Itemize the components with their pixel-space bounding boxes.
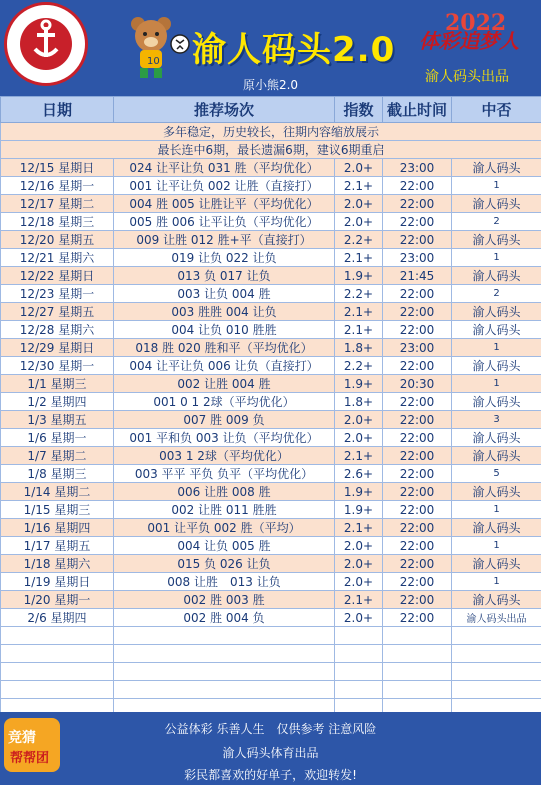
table-note: 多年稳定，历史较长，往期内容缩放展示 (1, 123, 541, 141)
cell-odds: 2.2+ (335, 357, 383, 375)
cell-result: 渝人码头 (452, 393, 541, 411)
brand-art-icon (415, 6, 537, 52)
empty-cell (452, 645, 541, 663)
cell-odds: 1.9+ (335, 501, 383, 519)
cell-date: 12/15 星期日 (1, 159, 114, 177)
cell-pick: 007 胜 009 负 (114, 411, 335, 429)
column-header-odds: 指数 (335, 97, 383, 123)
cell-deadline: 23:00 (383, 159, 452, 177)
cell-pick: 004 胜 005 让胜让平（平均优化） (114, 195, 335, 213)
cell-odds: 2.1+ (335, 447, 383, 465)
cell-odds: 2.2+ (335, 285, 383, 303)
empty-cell (335, 681, 383, 699)
table-row (1, 591, 541, 609)
cell-result: 渝人码头 (452, 483, 541, 501)
table-row (1, 231, 541, 249)
cell-deadline: 23:00 (383, 339, 452, 357)
svg-text:竞猜: 竞猜 (8, 730, 36, 746)
cell-date: 1/1 星期三 (1, 375, 114, 393)
page-footer (0, 712, 541, 785)
cell-pick: 005 胜 006 让平让负（平均优化） (114, 213, 335, 231)
svg-text:2022: 2022 (445, 10, 507, 36)
author-name: 原小熊2.0 (242, 78, 299, 92)
table-row (1, 249, 541, 267)
cell-deadline: 20:30 (383, 375, 452, 393)
cell-date: 1/18 星期六 (1, 555, 114, 573)
empty-cell (335, 645, 383, 663)
table-note-row (1, 141, 541, 159)
cell-deadline: 22:00 (383, 357, 452, 375)
empty-cell (452, 681, 541, 699)
cell-pick: 002 胜 004 负 (114, 609, 335, 627)
column-header-deadline: 截止时间 (383, 97, 452, 123)
table-row (1, 555, 541, 573)
cell-deadline: 22:00 (383, 411, 452, 429)
cell-result: 渝人码头 (452, 303, 541, 321)
cell-date: 1/3 星期五 (1, 411, 114, 429)
cell-pick: 002 让胜 004 胜 (114, 375, 335, 393)
cell-odds: 2.0+ (335, 213, 383, 231)
cell-date: 1/17 星期五 (1, 537, 114, 555)
cell-deadline: 22:00 (383, 447, 452, 465)
cell-date: 12/29 星期日 (1, 339, 114, 357)
cell-deadline: 22:00 (383, 303, 452, 321)
table-row (1, 357, 541, 375)
cell-result: 5 (452, 465, 541, 483)
cell-deadline: 23:00 (383, 249, 452, 267)
cell-pick: 003 让负 004 胜 (114, 285, 335, 303)
cell-deadline: 22:00 (383, 519, 452, 537)
table-row (1, 303, 541, 321)
cell-deadline: 22:00 (383, 573, 452, 591)
cell-result: 1 (452, 249, 541, 267)
table-row (1, 447, 541, 465)
cell-result: 1 (452, 339, 541, 357)
cell-deadline: 22:00 (383, 177, 452, 195)
table-row (1, 375, 541, 393)
cell-deadline: 22:00 (383, 231, 452, 249)
footer-share-line: 彩民都喜欢的好单子，欢迎转发! (184, 768, 357, 782)
cell-deadline: 22:00 (383, 483, 452, 501)
cell-pick: 003 胜胜 004 让负 (114, 303, 335, 321)
cell-pick: 009 让胜 012 胜+平（直接打） (114, 231, 335, 249)
cell-date: 12/22 星期日 (1, 267, 114, 285)
table-row (1, 609, 541, 627)
table-row (1, 159, 541, 177)
cell-date: 12/30 星期一 (1, 357, 114, 375)
page-header (0, 0, 541, 96)
cell-pick: 001 让平负 002 胜（平均） (114, 519, 335, 537)
table-row-empty (1, 663, 541, 681)
cell-date: 12/21 星期六 (1, 249, 114, 267)
table-note-row (1, 123, 541, 141)
cell-pick: 003 平平 平负 负平（平均优化） (114, 465, 335, 483)
cell-odds: 2.1+ (335, 249, 383, 267)
cell-result: 渝人码头 (452, 519, 541, 537)
cell-result: 1 (452, 537, 541, 555)
cell-date: 1/20 星期一 (1, 591, 114, 609)
cell-odds: 1.8+ (335, 339, 383, 357)
cell-odds: 2.0+ (335, 195, 383, 213)
cell-odds: 1.9+ (335, 267, 383, 285)
cell-result: 2 (452, 213, 541, 231)
column-header-date: 日期 (1, 97, 114, 123)
cell-pick: 013 负 017 让负 (114, 267, 335, 285)
cell-deadline: 22:00 (383, 285, 452, 303)
cell-date: 1/8 星期三 (1, 465, 114, 483)
empty-cell (335, 663, 383, 681)
empty-cell (383, 663, 452, 681)
cell-odds: 2.1+ (335, 303, 383, 321)
cell-deadline: 22:00 (383, 429, 452, 447)
svg-text:10: 10 (147, 56, 160, 67)
table-row (1, 411, 541, 429)
cell-pick: 006 让胜 008 胜 (114, 483, 335, 501)
cell-pick: 004 让负 005 胜 (114, 537, 335, 555)
table-row (1, 465, 541, 483)
cell-date: 12/28 星期六 (1, 321, 114, 339)
cell-pick: 008 让胜 013 让负 (114, 573, 335, 591)
cell-deadline: 22:00 (383, 537, 452, 555)
column-header-result: 中否 (452, 97, 541, 123)
cell-result: 渝人码头 (452, 321, 541, 339)
page-title: 渝人码头2.0 (192, 30, 396, 70)
cell-pick: 024 让平让负 031 胜（平均优化） (114, 159, 335, 177)
cell-pick: 001 让平让负 002 让胜（直接打） (114, 177, 335, 195)
empty-cell (1, 627, 114, 645)
cell-date: 1/15 星期三 (1, 501, 114, 519)
empty-cell (114, 663, 335, 681)
cell-deadline: 22:00 (383, 393, 452, 411)
cell-pick: 015 负 026 让负 (114, 555, 335, 573)
empty-cell (452, 627, 541, 645)
empty-cell (383, 645, 452, 663)
cell-deadline: 22:00 (383, 591, 452, 609)
cell-result: 渝人码头 (452, 555, 541, 573)
cell-result: 渝人码头 (452, 447, 541, 465)
table-row (1, 267, 541, 285)
cell-date: 12/18 星期三 (1, 213, 114, 231)
cell-date: 1/6 星期一 (1, 429, 114, 447)
empty-cell (114, 627, 335, 645)
cell-pick: 002 胜 003 胜 (114, 591, 335, 609)
cell-date: 1/14 星期二 (1, 483, 114, 501)
cell-odds: 2.0+ (335, 411, 383, 429)
cell-deadline: 22:00 (383, 321, 452, 339)
brand-subtitle: 渝人码头出品 (425, 69, 509, 85)
cell-odds: 2.1+ (335, 177, 383, 195)
cell-deadline: 22:00 (383, 501, 452, 519)
cell-date: 12/16 星期一 (1, 177, 114, 195)
cell-deadline: 22:00 (383, 195, 452, 213)
cell-result: 渝人码头出品 (452, 609, 541, 627)
cell-pick: 002 让胜 011 胜胜 (114, 501, 335, 519)
table-row-empty (1, 681, 541, 699)
cell-pick: 001 平和负 003 让负（平均优化） (114, 429, 335, 447)
cell-odds: 2.0+ (335, 537, 383, 555)
cell-result: 渝人码头 (452, 231, 541, 249)
table-row-empty (1, 645, 541, 663)
cell-date: 12/27 星期五 (1, 303, 114, 321)
cell-date: 12/23 星期一 (1, 285, 114, 303)
cell-result: 1 (452, 573, 541, 591)
cell-odds: 2.0+ (335, 555, 383, 573)
cell-result: 渝人码头 (452, 591, 541, 609)
cell-deadline: 22:00 (383, 555, 452, 573)
table-row (1, 195, 541, 213)
table-row (1, 429, 541, 447)
table-row-empty (1, 627, 541, 645)
cell-odds: 2.1+ (335, 321, 383, 339)
cell-result: 1 (452, 375, 541, 393)
cell-date: 1/2 星期四 (1, 393, 114, 411)
cell-result: 2 (452, 285, 541, 303)
table-row (1, 321, 541, 339)
cell-deadline: 22:00 (383, 465, 452, 483)
column-header-pick: 推荐场次 (114, 97, 335, 123)
cell-pick: 004 让平让负 006 让负（直接打） (114, 357, 335, 375)
logo-ring-icon (7, 5, 85, 83)
cell-odds: 1.8+ (335, 393, 383, 411)
table-row (1, 573, 541, 591)
empty-cell (452, 663, 541, 681)
table-row (1, 213, 541, 231)
table-row (1, 501, 541, 519)
empty-cell (114, 681, 335, 699)
cell-date: 1/19 星期日 (1, 573, 114, 591)
table-row (1, 177, 541, 195)
cell-odds: 2.1+ (335, 519, 383, 537)
empty-cell (1, 645, 114, 663)
cell-pick: 001 0 1 2球（平均优化） (114, 393, 335, 411)
cell-pick: 018 胜 020 胜和平（平均优化） (114, 339, 335, 357)
cell-odds: 2.0+ (335, 609, 383, 627)
table-row (1, 285, 541, 303)
empty-cell (1, 663, 114, 681)
cell-date: 12/20 星期五 (1, 231, 114, 249)
footer-disclaimer: 公益体彩 乐善人生 仅供参考 注意风险 (164, 722, 377, 736)
cell-result: 1 (452, 177, 541, 195)
table-row (1, 519, 541, 537)
cell-pick: 003 1 2球（平均优化） (114, 447, 335, 465)
table-row (1, 537, 541, 555)
table-note: 最长连中6期，最长遗漏6期，建议6期重启 (1, 141, 541, 159)
cell-result: 3 (452, 411, 541, 429)
cell-result: 渝人码头 (452, 159, 541, 177)
empty-cell (383, 627, 452, 645)
cell-date: 1/16 星期四 (1, 519, 114, 537)
cell-odds: 2.1+ (335, 591, 383, 609)
cell-odds: 1.9+ (335, 375, 383, 393)
cell-odds: 2.0+ (335, 573, 383, 591)
footer-producer: 渝人码头体育出品 (222, 746, 319, 760)
cell-date: 1/7 星期二 (1, 447, 114, 465)
author-line (0, 74, 541, 93)
cell-odds: 2.0+ (335, 159, 383, 177)
cell-deadline: 22:00 (383, 609, 452, 627)
table-header-row (1, 97, 541, 123)
cell-result: 渝人码头 (452, 429, 541, 447)
cell-deadline: 21:45 (383, 267, 452, 285)
table-body (1, 123, 541, 717)
svg-text:帮帮团: 帮帮团 (10, 751, 50, 766)
empty-cell (1, 681, 114, 699)
cell-result: 1 (452, 501, 541, 519)
cell-odds: 2.0+ (335, 429, 383, 447)
cell-deadline: 22:00 (383, 213, 452, 231)
empty-cell (335, 627, 383, 645)
table-row (1, 339, 541, 357)
cell-pick: 019 让负 022 让负 (114, 249, 335, 267)
empty-cell (114, 645, 335, 663)
table-row (1, 393, 541, 411)
cell-odds: 2.2+ (335, 231, 383, 249)
table-row (1, 483, 541, 501)
cell-odds: 2.6+ (335, 465, 383, 483)
cell-odds: 1.9+ (335, 483, 383, 501)
cell-result: 渝人码头 (452, 357, 541, 375)
cell-result: 渝人码头 (452, 195, 541, 213)
recommendation-table (0, 96, 541, 717)
cell-pick: 004 让负 010 胜胜 (114, 321, 335, 339)
empty-cell (383, 681, 452, 699)
svg-text:体彩追梦人: 体彩追梦人 (419, 29, 519, 52)
cell-date: 12/17 星期二 (1, 195, 114, 213)
cell-result: 渝人码头 (452, 267, 541, 285)
cell-date: 2/6 星期四 (1, 609, 114, 627)
